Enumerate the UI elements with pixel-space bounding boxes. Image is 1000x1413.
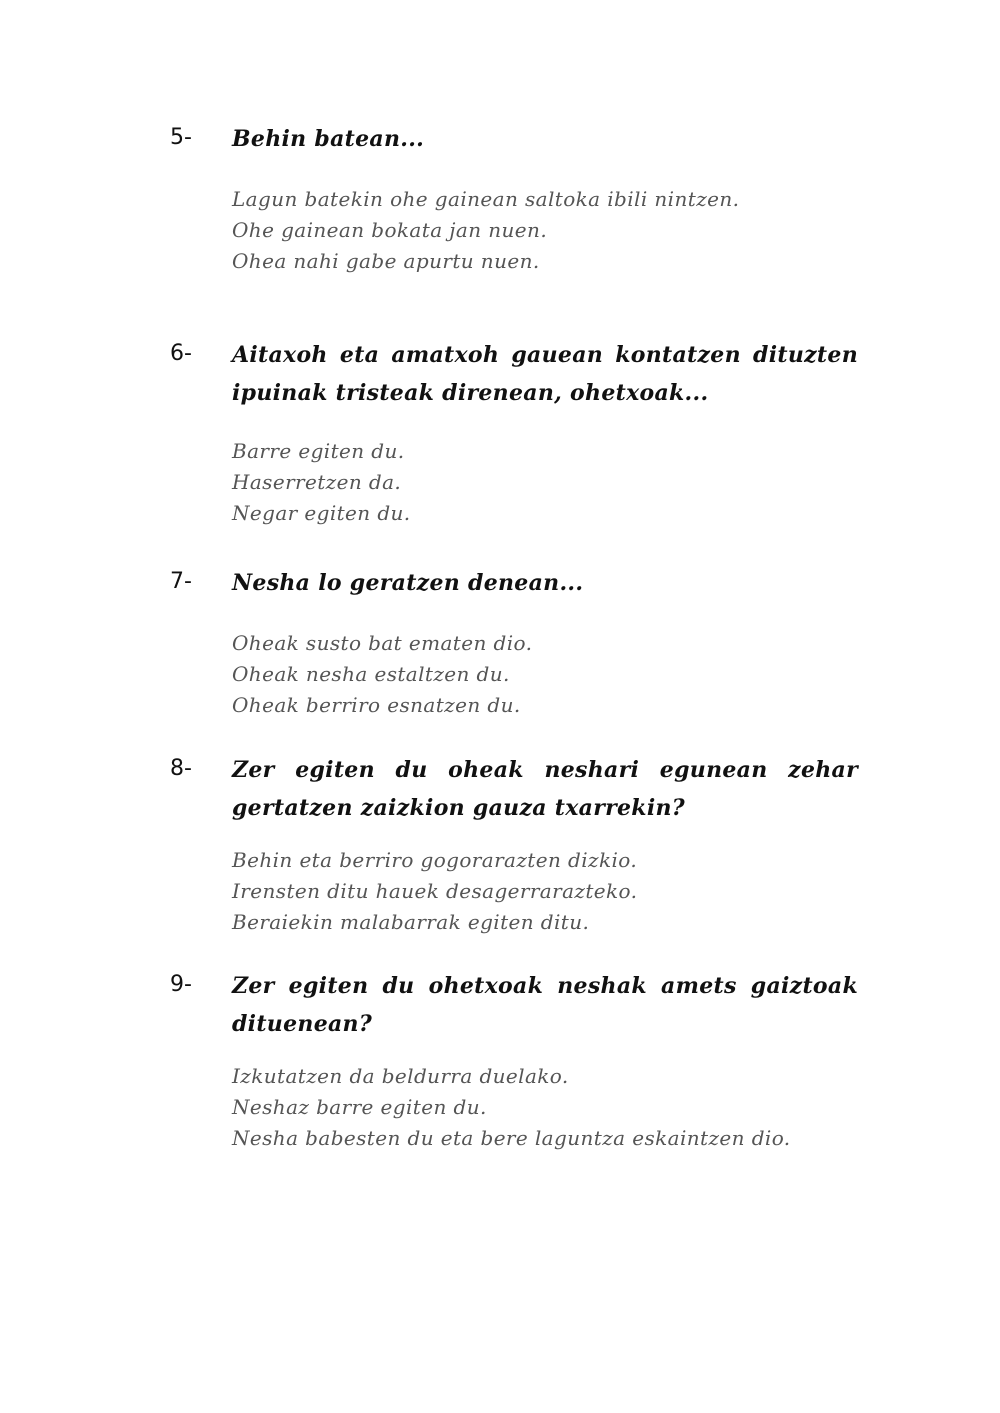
answer-option[interactable]: Ohea nahi gabe apurtu nuen. bbox=[232, 249, 540, 273]
question-text: Zer egiten du ohetxoak neshak amets gaiztoak dituenean? bbox=[232, 973, 858, 1037]
answer-option[interactable]: Neshaz barre egiten du. bbox=[232, 1095, 487, 1119]
answer-option[interactable]: Behin eta berriro gogorarazten dizkio. bbox=[232, 848, 638, 872]
answer-option[interactable]: Beraiekin malabarrak egiten ditu. bbox=[232, 910, 590, 934]
answer-option[interactable]: Barre egiten du. bbox=[232, 439, 405, 463]
answer-options bbox=[232, 628, 872, 721]
question-text: Nesha lo geratzen denean... bbox=[232, 570, 584, 596]
answer-options bbox=[232, 436, 872, 529]
answer-options bbox=[232, 845, 872, 938]
answer-option[interactable]: Nesha babesten du eta bere laguntza eskaintzen dio. bbox=[232, 1126, 791, 1150]
answer-option[interactable]: Haserretzen da. bbox=[232, 470, 402, 494]
question-number: 7- bbox=[170, 569, 192, 594]
answer-option[interactable]: Ohe gainean bokata jan nuen. bbox=[232, 218, 548, 242]
question-number: 9- bbox=[170, 972, 192, 997]
answer-option[interactable]: Irensten ditu hauek desagerrarazteko. bbox=[232, 879, 638, 903]
answer-option[interactable]: Lagun batekin ohe gainean saltoka ibili nintzen. bbox=[232, 187, 740, 211]
answer-option[interactable]: Negar egiten du. bbox=[232, 501, 411, 525]
answer-option[interactable]: Oheak susto bat ematen dio. bbox=[232, 631, 533, 655]
answer-option[interactable]: Oheak nesha estaltzen du. bbox=[232, 662, 510, 686]
question-text: Zer egiten du oheak neshari egunean zehar gertatzen zaizkion gauza txarrekin? bbox=[232, 757, 858, 821]
answer-options bbox=[232, 1061, 872, 1154]
question-number: 5- bbox=[170, 125, 192, 150]
answer-options bbox=[232, 184, 872, 277]
answer-option[interactable]: Izkutatzen da beldurra duelako. bbox=[232, 1064, 569, 1088]
question-text: Aitaxoh eta amatxoh gauean kontatzen dituzten ipuinak tristeak direnean, ohetxoak... bbox=[232, 342, 858, 406]
question-number: 8- bbox=[170, 756, 192, 781]
answer-option[interactable]: Oheak berriro esnatzen du. bbox=[232, 693, 521, 717]
question-number: 6- bbox=[170, 341, 192, 366]
question-text: Behin batean... bbox=[232, 126, 425, 152]
